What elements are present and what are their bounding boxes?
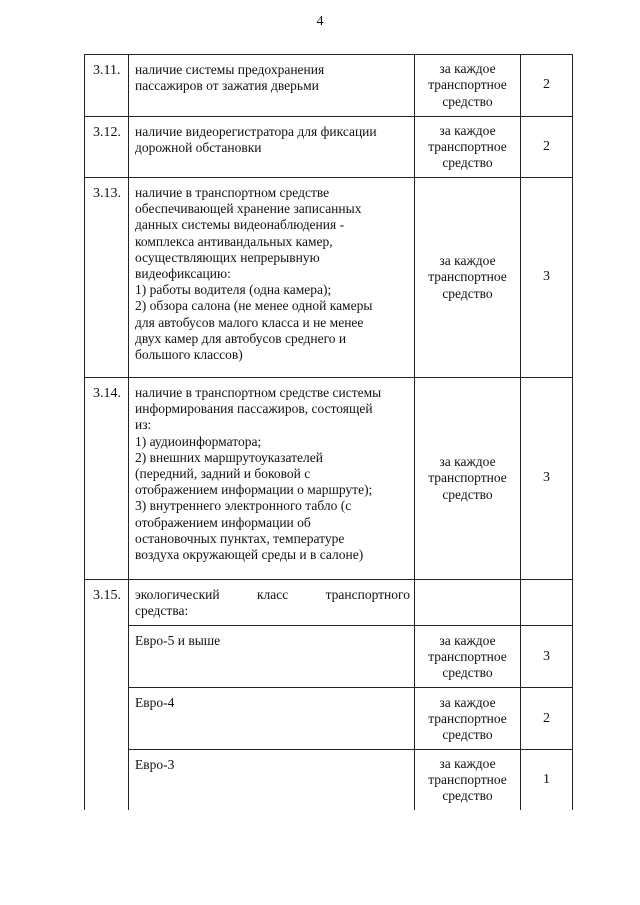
row-description: наличие системы предохранения пассажиров от зажатия дверьми [129,55,415,117]
row-unit: за каждое транспортное средство [415,117,521,178]
page-number: 4 [316,14,324,29]
row-score: 2 [521,117,573,178]
row-number: 3.13. [85,178,129,378]
row-description: наличие видеорегистратора для фиксации дорожной обстановки [129,117,415,178]
row-unit: за каждое транспортное средство [415,750,521,810]
table-row [85,378,573,580]
criteria-table [84,54,573,810]
row-score: 3 [521,626,573,688]
table-row [85,750,573,810]
row-description: наличие в транспортном средстве обеспечивающей хранение записанных данных системы видеонаблюдения - комплекса антивандальных камер, осуществляющих непрерывную видеофиксацию: 1) работы водителя (одна камера); 2) обзора салона (не менее одной камеры для автобусов малого класса и не менее двух камер для автобусов среднего и большого классов) [129,178,415,378]
row-number: 3.11. [85,55,129,117]
table-row [85,178,573,378]
row-unit: за каждое транспортное средство [415,178,521,378]
row-number: 3.15. [85,580,129,810]
row-unit: за каждое транспортное средство [415,378,521,580]
row-description: наличие в транспортном средстве системы информирования пассажиров, состоящей из: 1) аудиоинформатора; 2) внешних маршрутоуказателей (передний, задний и боковой с отображением информации о маршруте); 3) внутреннего электронного табло (с отображением информации об остановочных пунктах, температуре воздуха окружающей среды и в салоне) [129,378,415,580]
row-score: 2 [521,688,573,750]
table-row [85,55,573,117]
table-row [85,580,573,626]
eco-class-label: Евро-4 [129,688,415,750]
row-score-empty [521,580,573,626]
row-unit: за каждое транспортное средство [415,626,521,688]
eco-heading: экологический класс транспортного средства: [129,580,415,626]
row-score: 3 [521,378,573,580]
table-row [85,626,573,688]
row-unit: за каждое транспортное средство [415,688,521,750]
row-score: 2 [521,55,573,117]
row-unit-empty [415,580,521,626]
row-number: 3.14. [85,378,129,580]
row-score: 3 [521,178,573,378]
table-row [85,117,573,178]
eco-class-label: Евро-5 и выше [129,626,415,688]
eco-class-label: Евро-3 [129,750,415,810]
table-row [85,688,573,750]
row-unit: за каждое транспортное средство [415,55,521,117]
row-score: 1 [521,750,573,810]
row-number: 3.12. [85,117,129,178]
